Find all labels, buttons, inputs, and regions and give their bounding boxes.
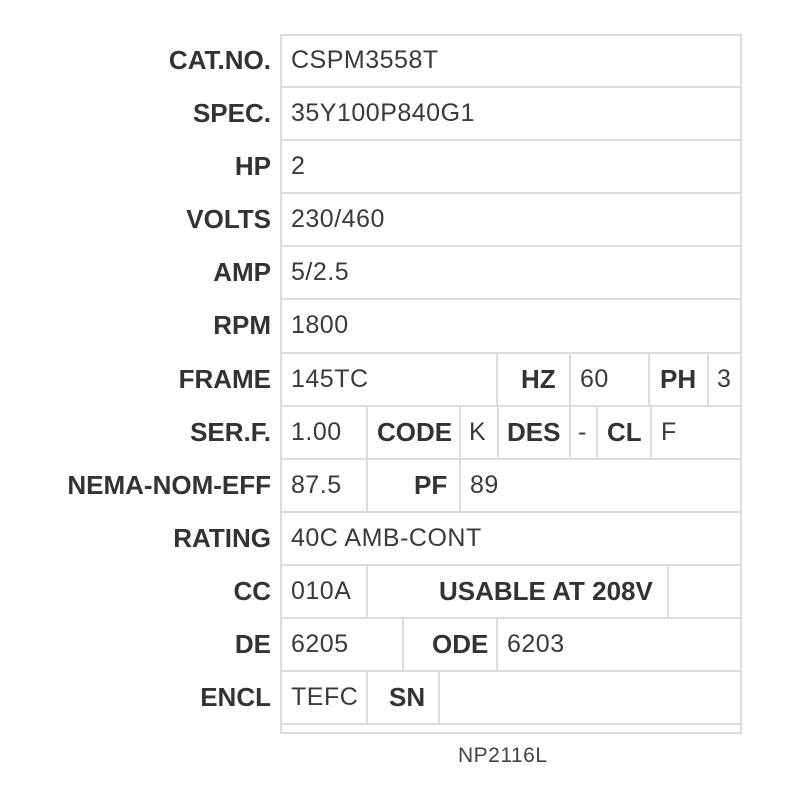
label-hp: HP xyxy=(234,151,271,181)
grid-divider xyxy=(366,458,368,512)
grid-divider xyxy=(648,352,650,406)
hz-value: 60 xyxy=(580,365,609,393)
ode-label: ODE xyxy=(432,629,489,659)
label-encl: ENCL xyxy=(200,682,271,712)
cl-label: CL xyxy=(607,417,642,447)
code-value: K xyxy=(469,418,487,446)
grid-divider xyxy=(497,405,499,459)
grid-divider xyxy=(569,352,571,406)
des-label: DES xyxy=(507,417,561,447)
label-de: DE xyxy=(234,629,271,659)
label-volts: VOLTS xyxy=(186,204,271,234)
label-amp: AMP xyxy=(213,257,271,287)
grid-divider xyxy=(280,298,742,300)
label-nema-nom-eff: NEMA-NOM-EFF xyxy=(67,470,271,500)
ph-label: PH xyxy=(660,364,697,394)
grid-divider xyxy=(459,405,461,459)
grid-divider xyxy=(667,564,669,618)
hp-value: 2 xyxy=(291,152,306,180)
rating-value: 40C AMB-CONT xyxy=(291,524,482,552)
encl-value: TEFC xyxy=(291,683,359,711)
label-cc: CC xyxy=(233,576,271,606)
grid-divider xyxy=(496,617,498,671)
des-value: - xyxy=(578,418,587,446)
grid-divider xyxy=(707,352,709,406)
spec-value: 35Y100P840G1 xyxy=(291,99,475,127)
code-label: CODE xyxy=(377,417,453,447)
de-value: 6205 xyxy=(291,630,349,658)
grid-divider xyxy=(596,405,598,459)
volts-value: 230/460 xyxy=(291,205,385,233)
label-spec: SPEC. xyxy=(192,98,271,128)
cc-value: 010A xyxy=(291,577,352,605)
grid-divider xyxy=(402,617,404,671)
grid-divider xyxy=(438,670,440,724)
grid-divider xyxy=(569,405,571,459)
rpm-value: 1800 xyxy=(291,311,349,339)
ser-f-value: 1.00 xyxy=(291,418,342,446)
label-ser-f: SER.F. xyxy=(190,417,271,447)
label-rpm: RPM xyxy=(213,310,271,340)
frame-value: 145TC xyxy=(291,365,369,393)
grid-divider xyxy=(650,405,652,459)
cl-value: F xyxy=(661,418,677,446)
sn-label: SN xyxy=(389,682,426,712)
grid-divider xyxy=(366,670,368,724)
amp-value: 5/2.5 xyxy=(291,258,350,286)
nema-nom-eff-value: 87.5 xyxy=(291,471,342,499)
grid-divider xyxy=(366,405,368,459)
grid-divider xyxy=(496,352,498,406)
grid-divider xyxy=(459,458,461,512)
label-cat-no: CAT.NO. xyxy=(168,45,271,75)
cat-no-value: CSPM3558T xyxy=(291,46,439,74)
hz-label: HZ xyxy=(521,364,556,394)
ode-value: 6203 xyxy=(507,630,565,658)
label-rating: RATING xyxy=(173,523,271,553)
label-frame: FRAME xyxy=(178,364,271,394)
part-number-footer: NP2116L xyxy=(458,744,548,767)
usable-note: USABLE AT 208V xyxy=(439,576,653,606)
grid-divider xyxy=(366,564,368,618)
pf-value: 89 xyxy=(470,471,499,499)
pf-label: PF xyxy=(414,470,448,500)
ph-value: 3 xyxy=(717,365,732,393)
